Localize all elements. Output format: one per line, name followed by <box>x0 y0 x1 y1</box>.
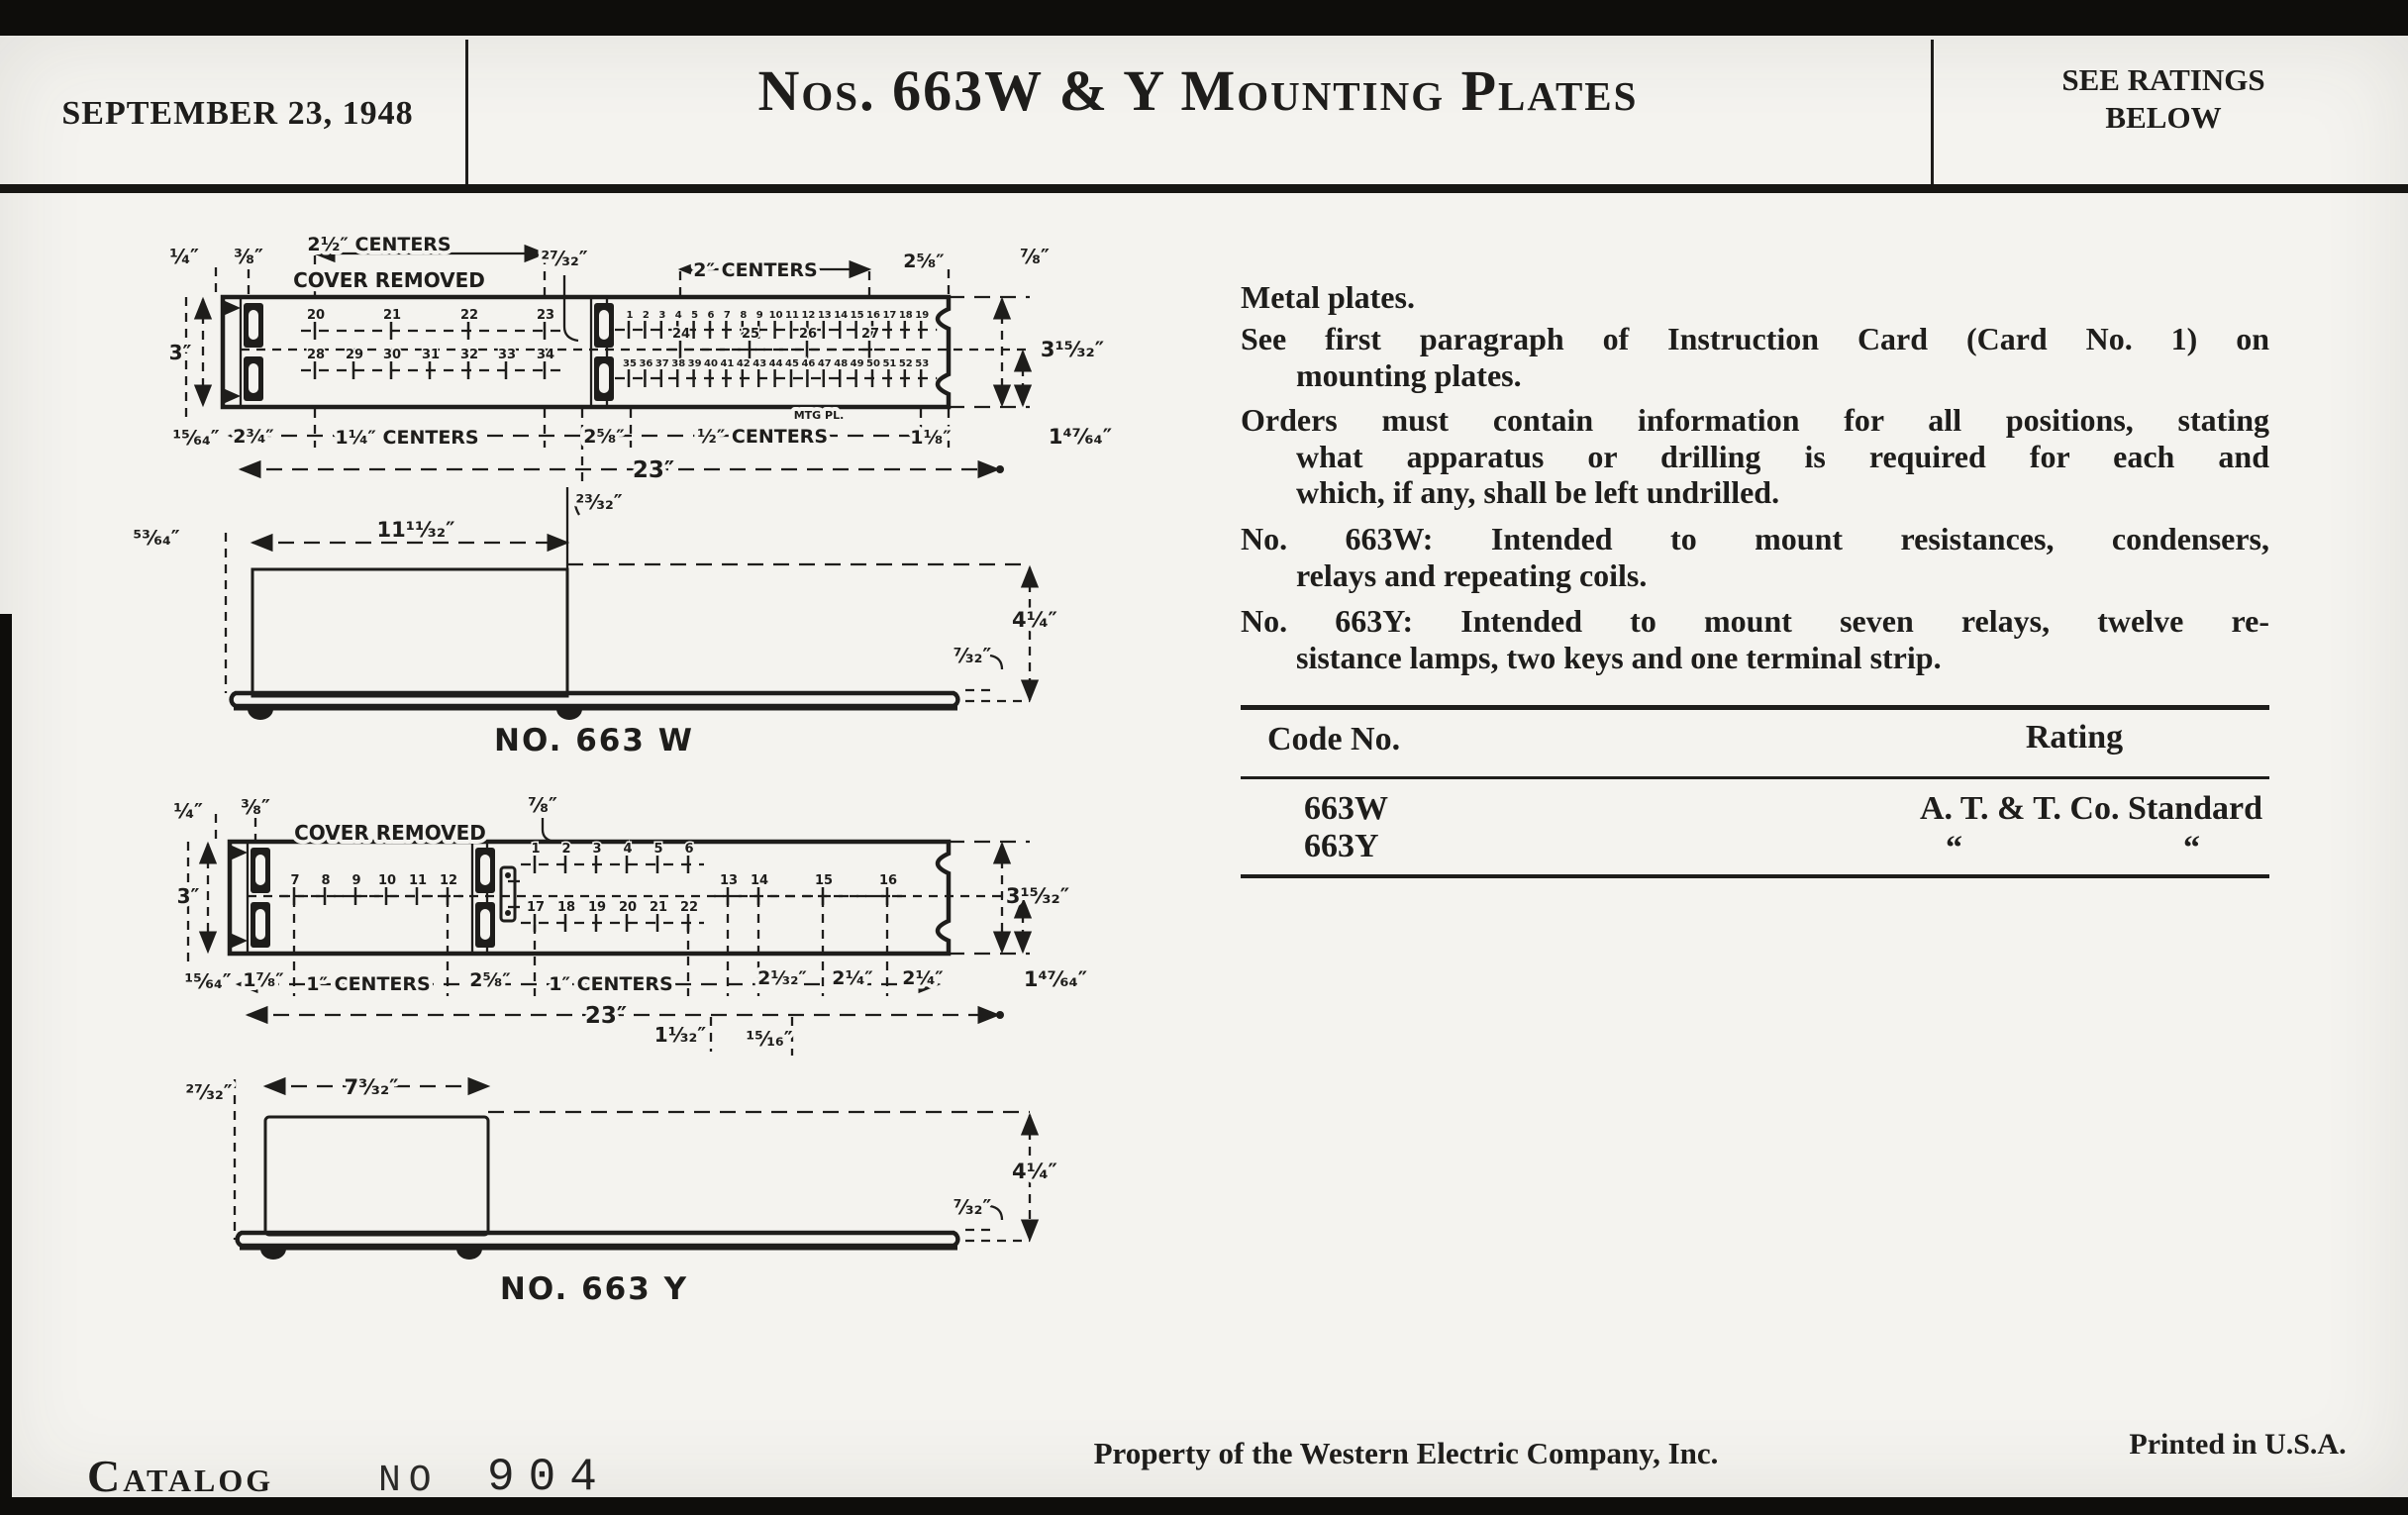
terminal-number: 20 <box>618 900 638 915</box>
dim-label: 2¹⁄₂″ CENTERS <box>307 234 452 255</box>
ditto-mark: “ <box>2183 830 2200 866</box>
terminal-number: 27 <box>860 327 880 342</box>
terminal-number: 2 <box>642 310 650 321</box>
dim-label: 3¹⁵⁄₃₂″ <box>1040 338 1105 361</box>
drawing-title-663y: NO. 663 Y <box>499 1271 689 1307</box>
dim-label: ⁷⁄₃₂″ <box>953 644 992 667</box>
terminal-number: 42 <box>736 358 751 369</box>
dim-label: ¹⁄₄″ <box>173 799 203 823</box>
dim-label: ¹⁵⁄₁₆″ <box>746 1027 793 1051</box>
header-divider-left <box>465 40 468 186</box>
terminal-number: 12 <box>801 310 816 321</box>
terminal-number: 26 <box>798 327 818 342</box>
dim-label: 1¹⁄₄″ CENTERS <box>335 427 479 449</box>
terminal-number: 22 <box>459 308 479 323</box>
terminal-number: 20 <box>306 308 326 323</box>
dim-label: ⁷⁄₃₂″ <box>953 1195 992 1219</box>
dim-label: COVER REMOVED <box>294 821 486 845</box>
dim-label: 2¹⁄₄″ <box>832 967 873 989</box>
terminal-number: 11 <box>408 873 428 888</box>
description-line: See first paragraph of Instruction Card (Card No. 1) on <box>1241 321 2269 356</box>
paper-background <box>0 36 2408 1497</box>
ditto-mark: “ <box>1946 830 1962 866</box>
dim-label: 4¹⁄₄″ <box>1012 608 1057 632</box>
terminal-number: 43 <box>752 358 767 369</box>
terminal-number: 9 <box>755 310 763 321</box>
dim-label: 11¹¹⁄₃₂″ <box>376 518 455 542</box>
terminal-number: 44 <box>768 358 783 369</box>
description-line: Metal plates. <box>1241 279 1415 315</box>
catalog-no-label: NO <box>378 1460 440 1502</box>
terminal-number: 12 <box>439 873 458 888</box>
terminal-number: 33 <box>497 348 517 362</box>
dim-label: ²⁷⁄₃₂″ <box>541 247 588 270</box>
terminal-number: 28 <box>306 348 326 362</box>
header-rule <box>0 184 2408 193</box>
description-line: relays and repeating coils. <box>1296 557 1648 593</box>
description-line: No. 663Y: Intended to mount seven relays, twelve re- <box>1241 603 2269 639</box>
table-row-code: 663W <box>1304 790 1388 827</box>
dim-label: MTG PL. <box>793 409 845 422</box>
dim-label: 1″ CENTERS <box>549 973 673 995</box>
dim-label: ⁷⁄₈″ <box>1020 245 1050 268</box>
terminal-number: 34 <box>536 348 555 362</box>
terminal-number: 18 <box>556 900 576 915</box>
terminal-number: 19 <box>587 900 607 915</box>
dim-label: ²⁷⁄₃₂″ <box>185 1080 233 1104</box>
terminal-number: 4 <box>674 310 682 321</box>
terminal-number: 8 <box>321 873 331 888</box>
terminal-number: 48 <box>834 358 849 369</box>
dim-label: 3″ <box>176 884 200 908</box>
terminal-number: 3 <box>592 842 602 857</box>
dim-label: ³⁄₈″ <box>234 245 263 268</box>
terminal-number: 4 <box>623 842 633 857</box>
terminal-number: 14 <box>750 873 769 888</box>
terminal-number: 18 <box>898 310 913 321</box>
dim-label: 2³⁄₄″ <box>233 426 274 448</box>
dim-label: 3¹⁵⁄₃₂″ <box>1005 884 1070 908</box>
description-line: Orders must contain information for all positions, stating <box>1241 402 2269 438</box>
terminal-number: 35 <box>623 358 637 369</box>
terminal-number: 10 <box>768 310 783 321</box>
terminal-number: 41 <box>720 358 735 369</box>
terminal-number: 7 <box>723 310 731 321</box>
terminal-number: 14 <box>834 310 849 321</box>
terminal-number: 17 <box>882 310 897 321</box>
terminal-number: 30 <box>382 348 402 362</box>
terminal-number: 7 <box>290 873 300 888</box>
scan-edge <box>0 614 12 1515</box>
terminal-number: 31 <box>421 348 441 362</box>
terminal-number: 5 <box>653 842 663 857</box>
terminal-number: 3 <box>658 310 666 321</box>
ratings-note-line2: BELOW <box>2105 100 2222 135</box>
terminal-number: 40 <box>704 358 718 369</box>
terminal-number: 15 <box>814 873 834 888</box>
catalog-label: Catalog <box>87 1451 274 1501</box>
table-header-code: Code No. <box>1267 721 1401 758</box>
terminal-number: 46 <box>801 358 816 369</box>
terminal-number: 11 <box>785 310 799 321</box>
table-header-rating: Rating <box>2025 719 2124 756</box>
terminal-number: 37 <box>654 358 669 369</box>
dim-label: ⁷⁄₈″ <box>528 793 557 817</box>
dim-label: ¹⁄₄″ <box>169 245 199 268</box>
ratings-note-line1: SEE RATINGS <box>2061 62 2265 97</box>
terminal-number: 29 <box>345 348 364 362</box>
terminal-number: 49 <box>850 358 864 369</box>
terminal-number: 53 <box>915 358 930 369</box>
dim-label: ¹⁄₂″ CENTERS <box>697 426 828 448</box>
terminal-number: 16 <box>866 310 880 321</box>
dim-label: 1⁴⁷⁄₆₄″ <box>1023 967 1088 991</box>
dim-label: 2″ CENTERS <box>693 259 818 281</box>
terminal-number: 9 <box>351 873 361 888</box>
terminal-number: 50 <box>866 358 880 369</box>
dim-label: 1¹⁄₃₂″ <box>653 1023 707 1047</box>
dim-label: 7³⁄₃₂″ <box>344 1075 399 1099</box>
description-line: mounting plates. <box>1296 357 1522 393</box>
terminal-number: 21 <box>382 308 402 323</box>
terminal-number: 45 <box>785 358 799 369</box>
dim-label: 23″ <box>584 1003 628 1029</box>
table-rule-bottom <box>1241 874 2269 878</box>
description-line: No. 663W: Intended to mount resistances, condensers, <box>1241 521 2269 556</box>
printed-line: Printed in U.S.A. <box>2129 1428 2347 1461</box>
property-line: Property of the Western Electric Company, Inc. <box>1093 1436 1719 1470</box>
terminal-number: 17 <box>526 900 546 915</box>
terminal-number: 24 <box>671 327 691 342</box>
dim-label: COVER REMOVED <box>293 268 485 292</box>
terminal-number: 6 <box>707 310 715 321</box>
dim-label: 2⁵⁄₈″ <box>903 251 945 272</box>
dim-label: ¹⁵⁄₆₄″ <box>184 969 232 993</box>
terminal-number: 13 <box>817 310 832 321</box>
dim-label: 2⁵⁄₈″ <box>583 426 625 448</box>
terminal-number: 2 <box>561 842 571 857</box>
table-row-rating: A. T. & T. Co. Standard <box>1919 790 2262 827</box>
table-row-code: 663Y <box>1304 828 1379 864</box>
terminal-number: 6 <box>684 842 694 857</box>
dim-label: 4¹⁄₄″ <box>1012 1160 1057 1183</box>
terminal-number: 51 <box>882 358 897 369</box>
description-line: which, if any, shall be left undrilled. <box>1296 474 1780 510</box>
drawing-title-663w: NO. 663 W <box>494 723 694 758</box>
terminal-number: 1 <box>531 842 541 857</box>
header-divider-right <box>1931 40 1934 186</box>
header-date: SEPTEMBER 23, 1948 <box>61 95 414 132</box>
dim-label: 1⁷⁄₈″ <box>243 969 284 991</box>
dim-label: 2⁵⁄₈″ <box>469 969 511 991</box>
terminal-number: 25 <box>741 327 760 342</box>
terminal-number: 16 <box>878 873 898 888</box>
description-line: what apparatus or drilling is required for each and <box>1296 439 2269 474</box>
terminal-number: 15 <box>850 310 864 321</box>
table-rule-top <box>1241 705 2269 710</box>
terminal-number: 5 <box>691 310 699 321</box>
ratings-note <box>1941 61 2386 137</box>
terminal-number: 8 <box>740 310 748 321</box>
terminal-number: 52 <box>898 358 913 369</box>
terminal-number: 21 <box>649 900 668 915</box>
dim-label: ²³⁄₃₂″ <box>575 490 623 514</box>
terminal-number: 32 <box>459 348 479 362</box>
dim-label: 1¹⁄₈″ <box>910 427 952 449</box>
dim-label: ³⁄₈″ <box>241 795 270 819</box>
dim-label: ⁵³⁄₆₄″ <box>133 526 180 550</box>
terminal-number: 19 <box>915 310 930 321</box>
catalog-number: 904 <box>487 1452 611 1503</box>
terminal-number: 36 <box>639 358 653 369</box>
table-rule-mid <box>1241 776 2269 779</box>
dim-label: 3″ <box>168 341 192 364</box>
terminal-number: 38 <box>671 358 686 369</box>
dim-label: 2¹⁄₄″ <box>902 967 944 989</box>
terminal-number: 23 <box>536 308 555 323</box>
terminal-number: 47 <box>817 358 832 369</box>
terminal-number: 39 <box>687 358 702 369</box>
terminal-number: 13 <box>719 873 739 888</box>
terminal-number: 1 <box>626 310 634 321</box>
description-line: sistance lamps, two keys and one terminal strip. <box>1296 640 1942 675</box>
dim-label: 1″ CENTERS <box>306 973 431 995</box>
dim-label: 2¹⁄₃₂″ <box>757 967 807 989</box>
dim-label: 1⁴⁷⁄₆₄″ <box>1048 425 1113 449</box>
terminal-number: 22 <box>679 900 699 915</box>
dim-label: 23″ <box>632 457 675 483</box>
terminal-number: 10 <box>377 873 397 888</box>
dim-label: ¹⁵⁄₆₄″ <box>172 426 220 450</box>
page-title: Nos. 663W & Y Mounting Plates <box>757 58 1639 123</box>
